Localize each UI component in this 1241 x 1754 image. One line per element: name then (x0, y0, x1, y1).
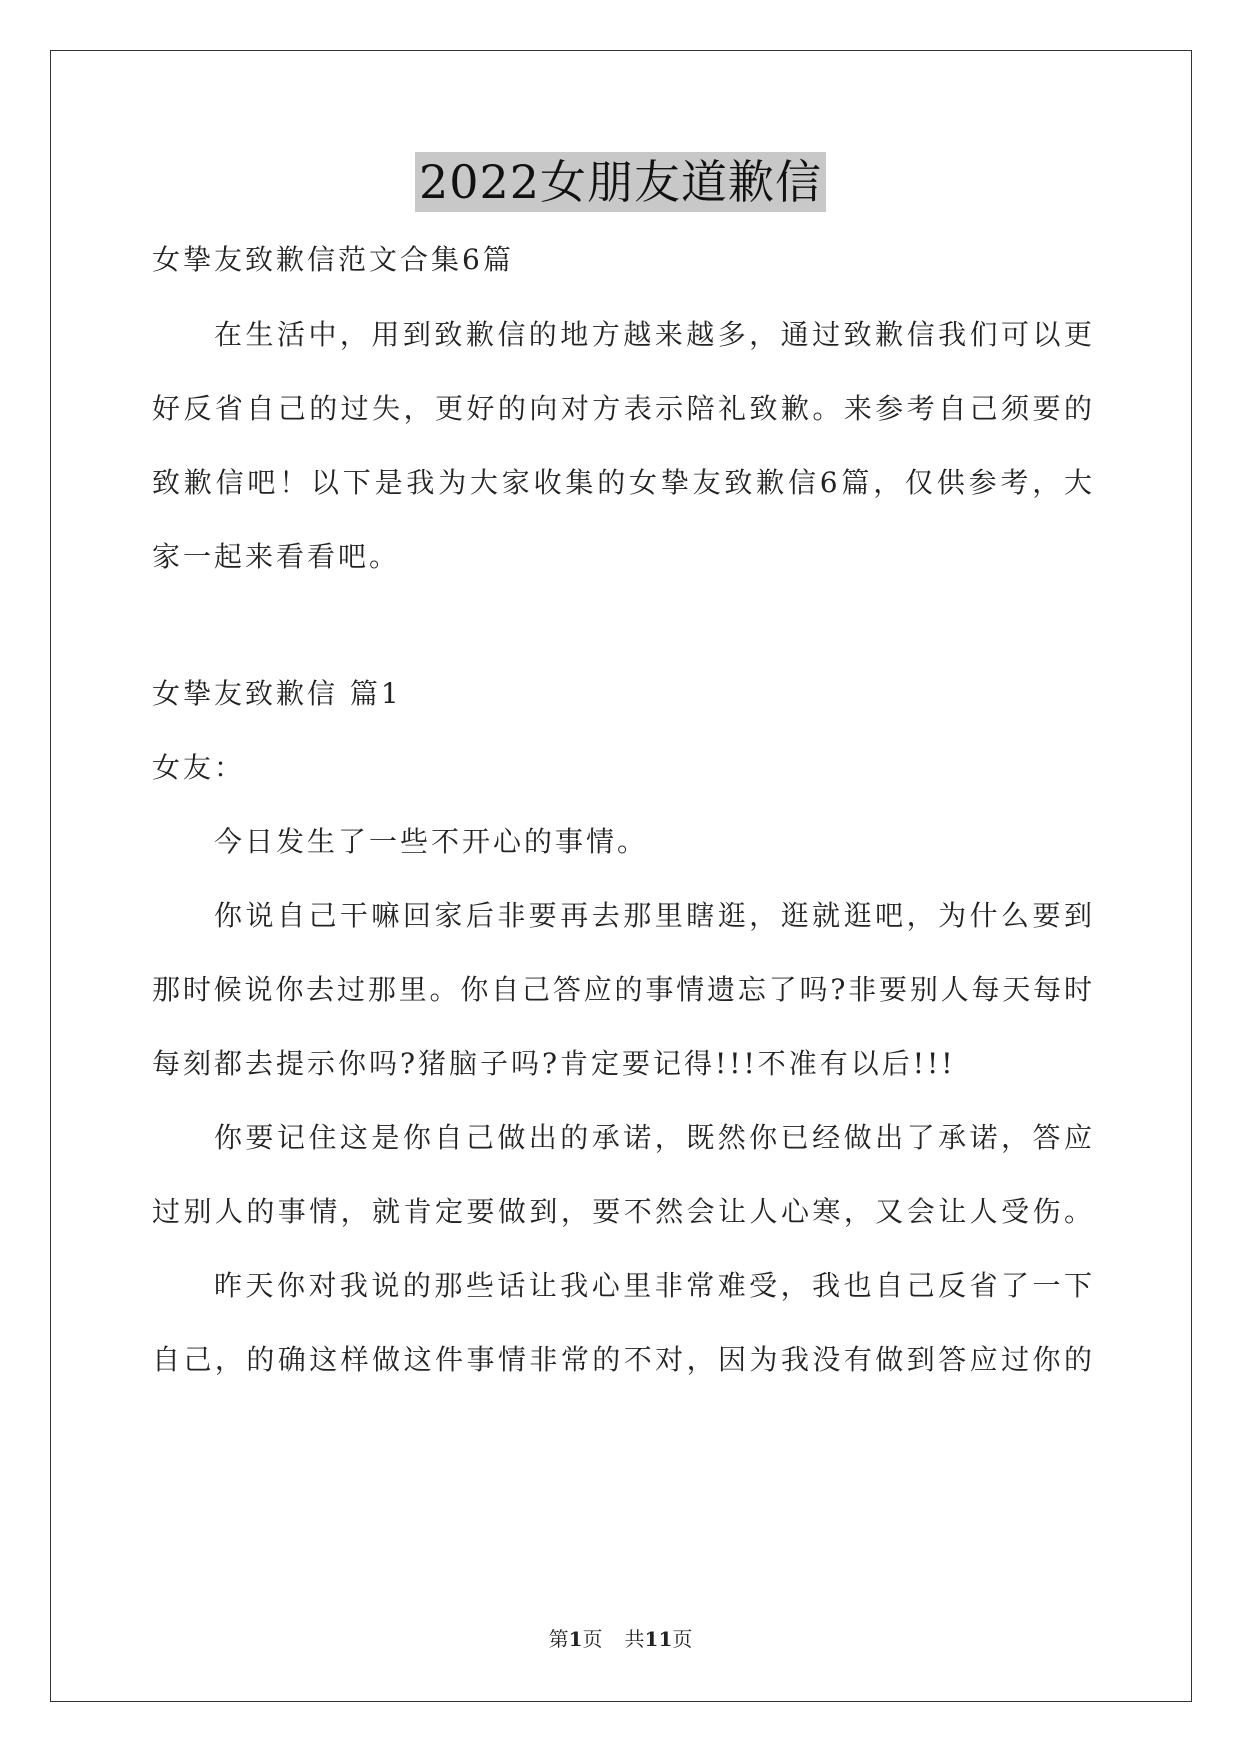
footer-mid: 页 (582, 1627, 603, 1651)
total-pages: 11 (644, 1627, 673, 1651)
section-heading: 女挚友致歉信 篇1 (152, 677, 402, 710)
paragraph-line: 在生活中，用到致歉信的地方越来越多，通过致歉信我们可以更 (214, 318, 1092, 351)
paragraph-line: 昨天你对我说的那些话让我心里非常难受，我也自己反省了一下 (214, 1269, 1092, 1302)
title-container (0, 152, 1241, 212)
paragraph-line: 你说自己干嘛回家后非要再去那里瞎逛，逛就逛吧，为什么要到 (214, 899, 1092, 932)
footer-prefix: 第 (548, 1627, 569, 1651)
paragraph-line: 家一起来看看吧。 (152, 540, 401, 573)
paragraph-line: 致歉信吧！以下是我为大家收集的女挚友致歉信6篇，仅供参考，大 (152, 466, 1092, 499)
page-footer (0, 1626, 1241, 1652)
paragraph-line: 好反省自己的过失，更好的向对方表示陪礼致歉。来参考自己须要的 (152, 392, 1092, 425)
footer-suffix: 页 (672, 1627, 693, 1651)
page-number: 1 (568, 1627, 583, 1651)
page-border (50, 50, 1192, 1702)
paragraph-line: 自己，的确这样做这件事情非常的不对，因为我没有做到答应过你的 (152, 1343, 1092, 1376)
paragraph-line: 每刻都去提示你吗?猪脑子吗?肯定要记得!!!不准有以后!!! (152, 1047, 956, 1080)
footer-total-prefix: 共 (624, 1627, 645, 1651)
paragraph-line: 你要记住这是你自己做出的承诺，既然你已经做出了承诺，答应 (214, 1121, 1092, 1154)
paragraph-line: 过别人的事情，就肯定要做到，要不然会让人心寒，又会让人受伤。 (152, 1195, 1092, 1228)
paragraph-line: 那时候说你去过那里。你自己答应的事情遗忘了吗?非要别人每天每时 (152, 973, 1092, 1006)
salutation: 女友： (152, 751, 246, 784)
document-title: 2022女朋友道歉信 (415, 152, 826, 212)
paragraph-line: 今日发生了一些不开心的事情。 (214, 825, 649, 858)
subtitle-line: 女挚友致歉信范文合集6篇 (152, 243, 514, 276)
